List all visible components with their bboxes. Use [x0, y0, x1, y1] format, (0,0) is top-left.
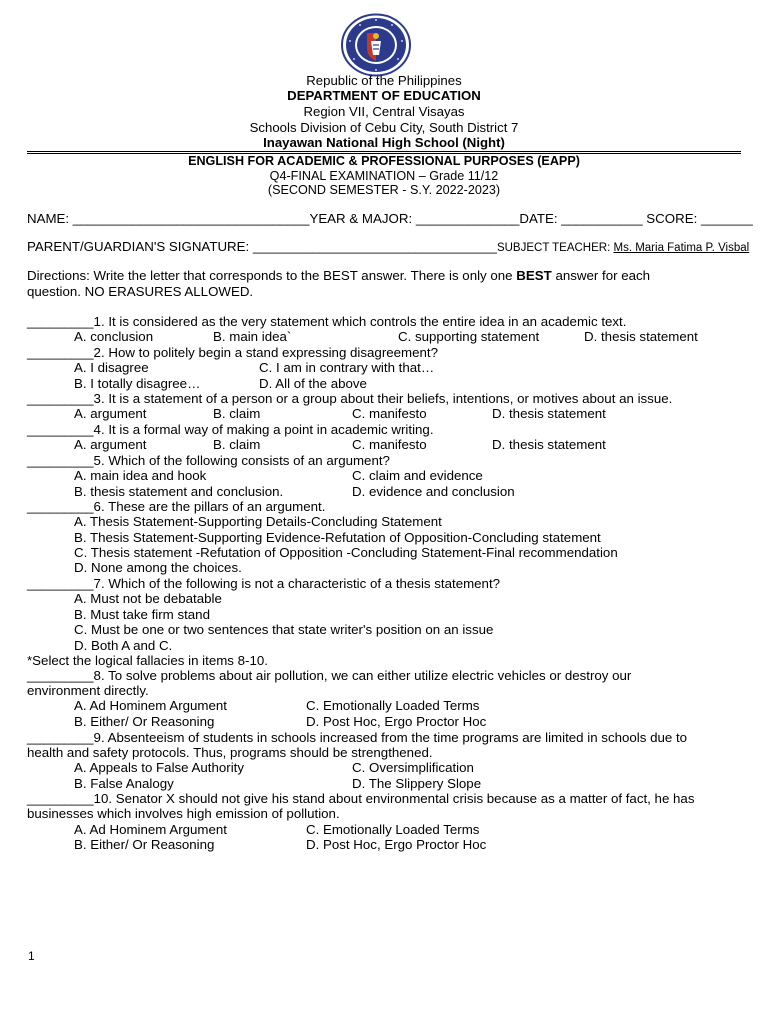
- q6-option-b: B. Thesis Statement-Supporting Evidence-Refutation of Opposition-Concluding statement: [74, 530, 601, 545]
- question-5: _________5. Which of the following consists of an argument?: [27, 453, 390, 468]
- q7-option-c: C. Must be one or two sentences that state writer's position on an issue: [74, 622, 494, 637]
- q2-option-a: A. I disagree: [74, 360, 149, 375]
- question-2: _________2. How to politely begin a stand expressing disagreement?: [27, 345, 439, 360]
- q10-option-d: D. Post Hoc, Ergo Proctor Hoc: [306, 837, 487, 852]
- header-region: Region VII, Central Visayas: [303, 104, 465, 119]
- q4-option-c: C. manifesto: [352, 437, 427, 452]
- subject-teacher-name: Ms. Maria Fatima P. Visbal: [613, 242, 750, 254]
- q4-option-a: A. argument: [74, 437, 147, 452]
- q1-option-b: B. main idea`: [213, 329, 292, 344]
- question-6: _________6. These are the pillars of an argument.: [27, 499, 326, 514]
- q8-option-a: A. Ad Hominem Argument: [74, 698, 227, 713]
- q5-option-c: C. claim and evidence: [352, 468, 483, 483]
- directions-emphasis: BEST: [516, 268, 552, 283]
- q6-option-c: C. Thesis statement -Refutation of Opposition -Concluding Statement-Final recommendation: [74, 545, 618, 560]
- q10-option-c: C. Emotionally Loaded Terms: [306, 822, 480, 837]
- q5-option-d: D. evidence and conclusion: [352, 484, 515, 499]
- q8-option-c: C. Emotionally Loaded Terms: [306, 698, 480, 713]
- parent-signature-line: [27, 239, 749, 256]
- q1-option-c: C. supporting statement: [398, 329, 540, 344]
- question-7: _________7. Which of the following is not a characteristic of a thesis statement?: [27, 576, 501, 591]
- q7-option-b: B. Must take firm stand: [74, 607, 210, 622]
- question-8: _________8. To solve problems about air pollution, we can either utilize electric vehicles or destroy our: [27, 668, 632, 683]
- q10-option-a: A. Ad Hominem Argument: [74, 822, 227, 837]
- q9-option-b: B. False Analogy: [74, 776, 174, 791]
- q4-option-d: D. thesis statement: [492, 437, 606, 452]
- q1-option-d: D. thesis statement: [584, 329, 698, 344]
- header-republic: Republic of the Philippines: [306, 73, 462, 88]
- exam-semester: (SECOND SEMESTER - S.Y. 2022-2023): [267, 183, 501, 197]
- directions-line-2: question. NO ERASURES ALLOWED.: [27, 284, 254, 299]
- question-9-cont: health and safety protocols. Thus, programs should be strengthened.: [27, 745, 433, 760]
- student-info-line: NAME: ________________________________YEAR & MAJOR: ______________DATE: ___________ SCORE: _______: [27, 211, 753, 226]
- q3-option-c: C. manifesto: [352, 406, 427, 421]
- header-department: DEPARTMENT OF EDUCATION: [287, 88, 481, 103]
- exam-title: Q4-FINAL EXAMINATION – Grade 11/12: [269, 169, 499, 183]
- header-division: Schools Division of Cebu City, South District 7: [249, 120, 519, 135]
- fallacy-instruction: *Select the logical fallacies in items 8-10.: [27, 653, 268, 668]
- header-school: Inayawan National High School (Night): [263, 135, 505, 150]
- q9-option-c: C. Oversimplification: [352, 760, 474, 775]
- q10-option-b: B. Either/ Or Reasoning: [74, 837, 215, 852]
- header-rule-top: [27, 151, 741, 152]
- question-9: _________9. Absenteeism of students in schools increased from the time programs are limited in schools due to: [27, 730, 688, 745]
- q6-option-d: D. None among the choices.: [74, 560, 242, 575]
- page-number: 1: [28, 949, 35, 963]
- subject-teacher-label: SUBJECT TEACHER:: [496, 242, 614, 254]
- q3-option-a: A. argument: [74, 406, 147, 421]
- q6-option-a: A. Thesis Statement-Supporting Details-Concluding Statement: [74, 514, 442, 529]
- q7-option-a: A. Must not be debatable: [74, 591, 222, 606]
- deped-seal-logo: [340, 13, 412, 77]
- q3-option-b: B. claim: [213, 406, 261, 421]
- q9-option-d: D. The Slippery Slope: [352, 776, 482, 791]
- q5-option-b: B. thesis statement and conclusion.: [74, 484, 284, 499]
- directions-text: Directions: Write the letter that corresponds to the BEST answer. There is only one: [27, 268, 517, 283]
- question-10-cont: businesses which involves high emission of pollution.: [27, 806, 340, 821]
- q4-option-b: B. claim: [213, 437, 261, 452]
- question-3: _________3. It is a statement of a person or a group about their beliefs, intentions, or motives about an issue.: [27, 391, 673, 406]
- q8-option-d: D. Post Hoc, Ergo Proctor Hoc: [306, 714, 487, 729]
- q7-option-d: D. Both A and C.: [74, 638, 173, 653]
- q3-option-d: D. thesis statement: [492, 406, 606, 421]
- q9-option-a: A. Appeals to False Authority: [74, 760, 245, 775]
- question-10: _________10. Senator X should not give his stand about environmental crisis because as a matter of fact, he has: [27, 791, 695, 806]
- question-1: _________1. It is considered as the very statement which controls the entire idea in an academic text.: [27, 314, 627, 329]
- q1-option-a: A. conclusion: [74, 329, 154, 344]
- q2-option-c: C. I am in contrary with that…: [259, 360, 435, 375]
- q5-option-a: A. main idea and hook: [74, 468, 207, 483]
- parent-signature-label: PARENT/GUARDIAN'S SIGNATURE: _________________________________: [27, 239, 497, 254]
- q2-option-d: D. All of the above: [259, 376, 367, 391]
- q2-option-b: B. I totally disagree…: [74, 376, 201, 391]
- q8-option-b: B. Either/ Or Reasoning: [74, 714, 215, 729]
- question-4: _________4. It is a formal way of making a point in academic writing.: [27, 422, 434, 437]
- directions-line-1: [27, 268, 650, 283]
- exam-subject: ENGLISH FOR ACADEMIC & PROFESSIONAL PURPOSES (EAPP): [188, 154, 580, 168]
- directions-text-end: answer for each: [551, 268, 651, 283]
- question-8-cont: environment directly.: [27, 683, 149, 698]
